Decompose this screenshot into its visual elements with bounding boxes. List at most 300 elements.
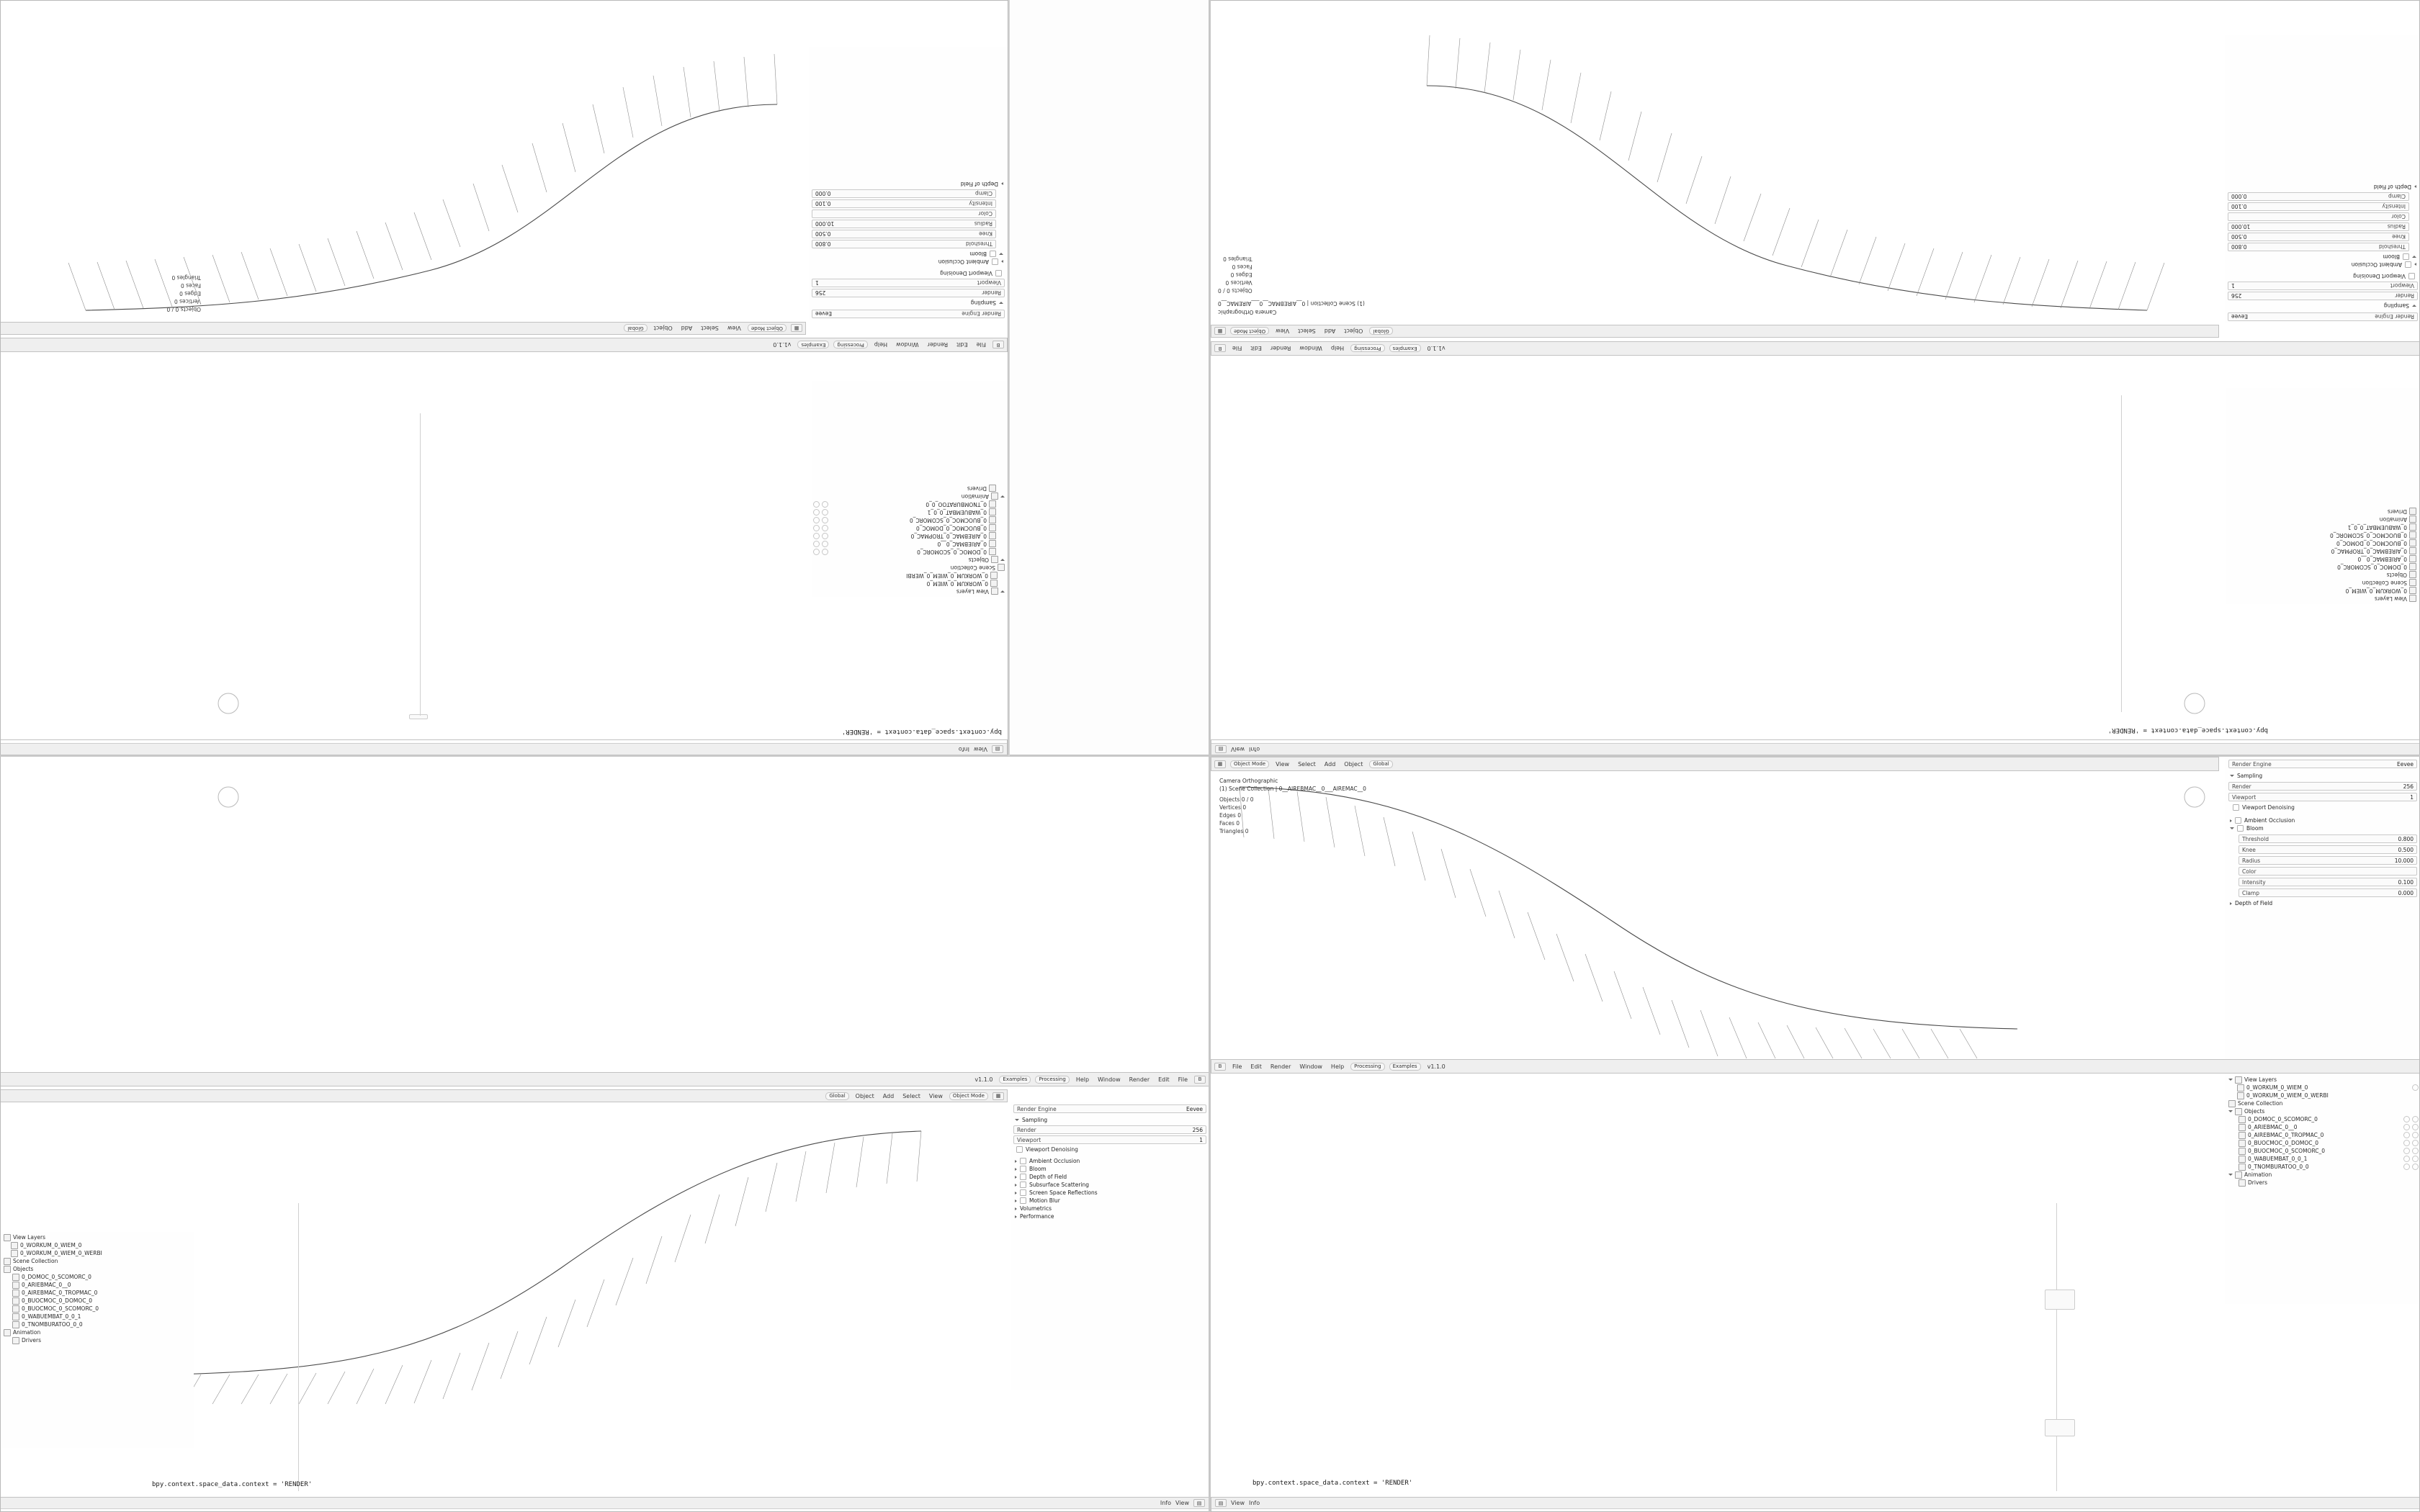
checkbox-icon[interactable] bbox=[1020, 1166, 1026, 1172]
navigation-gizmo[interactable] bbox=[2182, 785, 2207, 809]
disclosure-icon[interactable] bbox=[1015, 1119, 1019, 1121]
panel-performance[interactable] bbox=[1013, 1212, 1206, 1220]
outliner-row[interactable] bbox=[2228, 571, 2418, 579]
outliner-row[interactable] bbox=[2, 1328, 192, 1336]
outliner-row[interactable] bbox=[2, 1233, 192, 1241]
field-label: Knee bbox=[2242, 846, 2256, 853]
outliner-row[interactable] bbox=[813, 580, 1006, 588]
viewport-denoising-row[interactable] bbox=[812, 270, 1002, 276]
workspace-tab-processing[interactable]: Processing bbox=[833, 341, 867, 349]
editor-type-icon[interactable]: ▦ bbox=[1214, 760, 1226, 768]
workspace-tab-processing[interactable]: Processing bbox=[1035, 1076, 1069, 1084]
checkbox-icon[interactable] bbox=[992, 258, 998, 265]
menu-view[interactable]: View bbox=[928, 1092, 943, 1099]
render-engine-field[interactable] bbox=[2228, 760, 2417, 768]
panel-bloom[interactable] bbox=[812, 250, 1005, 258]
panel-volumetrics[interactable] bbox=[1013, 1205, 1206, 1212]
menu-add[interactable]: Add bbox=[681, 325, 693, 332]
menu-view[interactable]: View bbox=[1276, 760, 1290, 768]
menu-edit[interactable]: Edit bbox=[956, 341, 968, 348]
sampling-title: Sampling bbox=[970, 300, 996, 306]
disclosure-icon[interactable] bbox=[1015, 1184, 1017, 1187]
outliner-row[interactable] bbox=[2, 1257, 192, 1265]
stat-label: Vertices bbox=[1219, 804, 1241, 811]
panel-label: Bloom bbox=[2383, 253, 2400, 260]
outliner-row[interactable] bbox=[2, 1313, 192, 1320]
checkbox-icon[interactable] bbox=[1020, 1158, 1026, 1164]
bloom-clamp[interactable] bbox=[812, 189, 996, 198]
menu-view[interactable]: View bbox=[727, 325, 741, 332]
outliner-row[interactable] bbox=[813, 508, 1006, 516]
checkbox-icon[interactable] bbox=[2237, 825, 2244, 832]
menu-object[interactable]: Object bbox=[653, 325, 673, 332]
panel-motion-blur[interactable] bbox=[1013, 1197, 1206, 1205]
outliner-row[interactable] bbox=[813, 500, 1006, 508]
visibility-toggles[interactable] bbox=[2403, 1164, 2419, 1170]
workspace-tab-examples[interactable]: Examples bbox=[1389, 1063, 1421, 1071]
panel-ambient-occlusion[interactable] bbox=[2228, 816, 2417, 824]
sampling-viewport-field[interactable] bbox=[1013, 1135, 1206, 1144]
menu-view[interactable]: View bbox=[1276, 328, 1290, 335]
viewport-denoising-row[interactable] bbox=[1016, 1146, 1206, 1153]
camera-icon bbox=[2409, 556, 2416, 563]
bloom-clamp[interactable] bbox=[2238, 888, 2417, 897]
menu-info[interactable]: Info bbox=[1248, 746, 1260, 752]
outliner-label: 0_BUOCMOC_0_DOMOC_0 bbox=[2248, 1140, 2318, 1146]
bloom-threshold[interactable] bbox=[812, 240, 996, 248]
panel-ambient-occlusion[interactable] bbox=[2228, 261, 2418, 269]
outliner-label: View Layers bbox=[956, 588, 989, 595]
menu-file[interactable]: File bbox=[1178, 1076, 1188, 1083]
viewport-denoising-row[interactable] bbox=[2228, 273, 2415, 279]
outliner-row[interactable] bbox=[2228, 539, 2418, 547]
outliner-label: 0_BUOCMOC_0_SCOMORC_0 bbox=[909, 517, 987, 523]
outliner-row[interactable] bbox=[2, 1320, 192, 1328]
visibility-toggles[interactable] bbox=[813, 549, 828, 555]
menu-object[interactable]: Object bbox=[855, 1092, 874, 1099]
sampling-render-field[interactable] bbox=[812, 289, 1005, 297]
outliner-row[interactable] bbox=[2, 1289, 192, 1297]
bloom-intensity[interactable] bbox=[2228, 202, 2409, 211]
menu-select[interactable]: Select bbox=[701, 325, 719, 332]
mode-selector[interactable]: Object Mode bbox=[1230, 760, 1269, 768]
python-console-line: bpy.context.space_data.context = 'RENDER' bbox=[2107, 726, 2268, 734]
outliner-row[interactable] bbox=[2227, 1147, 2419, 1155]
panel-label: Subsurface Scattering bbox=[1029, 1182, 1090, 1188]
menu-view[interactable]: View bbox=[974, 746, 987, 752]
outliner-row[interactable] bbox=[813, 548, 1006, 556]
viewlayer-icon bbox=[2237, 1084, 2244, 1092]
disclosure-icon[interactable] bbox=[1015, 1192, 1017, 1194]
disclosure-icon[interactable] bbox=[1015, 1160, 1017, 1163]
transform-orientation[interactable]: Global bbox=[1369, 760, 1392, 768]
menu-help[interactable]: Help bbox=[1075, 1076, 1090, 1083]
disclosure-icon[interactable] bbox=[2412, 256, 2416, 258]
outliner-label: 0_BUOCMOC_0_DOMOC_0 bbox=[916, 525, 987, 531]
bloom-knee[interactable] bbox=[812, 230, 996, 238]
menu-render[interactable]: Render bbox=[1270, 345, 1291, 352]
mode-selector[interactable]: Object Mode bbox=[748, 325, 786, 333]
bloom-knee[interactable] bbox=[2228, 233, 2409, 241]
outliner-row[interactable] bbox=[813, 492, 1006, 500]
outliner-row[interactable] bbox=[2228, 579, 2418, 587]
menu-window[interactable]: Window bbox=[1299, 345, 1322, 352]
outliner-row[interactable] bbox=[2227, 1179, 2419, 1187]
panel-ambient-occlusion[interactable] bbox=[812, 258, 1005, 266]
sampling-section[interactable] bbox=[2228, 302, 2418, 310]
field-value: 0.800 bbox=[2231, 243, 2247, 251]
editor-type-icon[interactable]: ▤ bbox=[1215, 745, 1227, 753]
stat-label: Edges bbox=[1235, 271, 1252, 278]
quadrant-divider-left[interactable] bbox=[1008, 0, 1010, 756]
visibility-toggles[interactable] bbox=[2412, 1084, 2419, 1091]
outliner-row[interactable] bbox=[2227, 1084, 2419, 1092]
panel-depth-of-field[interactable] bbox=[2228, 183, 2418, 191]
sampling-render-field[interactable] bbox=[1013, 1125, 1206, 1134]
transform-orientation[interactable]: Global bbox=[624, 325, 647, 333]
panel-depth-of-field[interactable] bbox=[2228, 899, 2417, 907]
bloom-color[interactable] bbox=[2238, 867, 2417, 876]
outliner-label: 0_TNOMBURATOO_0_0 bbox=[2248, 1164, 2309, 1170]
checkbox-icon[interactable] bbox=[1020, 1197, 1026, 1204]
checkbox-icon[interactable] bbox=[2403, 253, 2409, 260]
disclosure-icon[interactable] bbox=[1015, 1207, 1017, 1210]
outliner-row[interactable] bbox=[2228, 595, 2418, 603]
blender-logo-icon[interactable]: B bbox=[1214, 345, 1226, 353]
transform-orientation[interactable]: Global bbox=[1369, 328, 1392, 336]
navigation-gizmo[interactable] bbox=[2182, 691, 2207, 716]
menu-select[interactable]: Select bbox=[1298, 328, 1316, 335]
workspace-tab-examples[interactable]: Examples bbox=[1389, 345, 1421, 353]
outliner-row[interactable] bbox=[2227, 1092, 2419, 1099]
menu-add[interactable]: Add bbox=[882, 1092, 895, 1099]
panel-label: Bloom bbox=[2246, 825, 2264, 832]
disclosure-icon[interactable] bbox=[2230, 827, 2234, 829]
visibility-toggles[interactable] bbox=[2403, 1156, 2419, 1162]
visibility-toggles[interactable] bbox=[813, 541, 828, 547]
checkbox-icon[interactable] bbox=[2408, 273, 2415, 279]
outliner-row[interactable] bbox=[2, 1297, 192, 1305]
outliner-row[interactable] bbox=[813, 540, 1006, 548]
workspace-tab-processing[interactable]: Processing bbox=[1350, 345, 1384, 353]
disclosure-icon[interactable] bbox=[2230, 819, 2232, 822]
panel-depth-of-field[interactable] bbox=[812, 180, 1005, 188]
sampling-viewport-field[interactable] bbox=[812, 279, 1005, 287]
quadrant-divider-horizontal[interactable] bbox=[0, 755, 2420, 757]
outliner-row[interactable] bbox=[2, 1249, 192, 1257]
outliner-row[interactable] bbox=[2227, 1171, 2419, 1179]
panel-bloom[interactable] bbox=[2228, 253, 2418, 261]
menu-edit[interactable]: Edit bbox=[1250, 345, 1262, 352]
outliner-row[interactable] bbox=[2227, 1123, 2419, 1131]
bloom-color[interactable] bbox=[812, 210, 996, 218]
bloom-clamp[interactable] bbox=[2228, 192, 2409, 201]
viewport-denoising-label: Viewport Denoising bbox=[2353, 273, 2406, 279]
disclosure-icon[interactable] bbox=[2228, 1174, 2233, 1176]
field-value: 0.800 bbox=[815, 240, 831, 248]
menu-select[interactable]: Select bbox=[902, 1092, 920, 1099]
disclosure-icon[interactable] bbox=[1000, 495, 1005, 498]
sampling-viewport-value: 1 bbox=[815, 279, 819, 287]
outliner-row[interactable] bbox=[2227, 1107, 2419, 1115]
menu-help[interactable]: Help bbox=[1330, 345, 1345, 352]
outliner-row[interactable] bbox=[2227, 1099, 2419, 1107]
outliner-row[interactable] bbox=[2228, 523, 2418, 531]
field-label: Threshold bbox=[2242, 835, 2269, 842]
field-value: 0.500 bbox=[2231, 233, 2247, 240]
disclosure-icon[interactable] bbox=[1001, 183, 1003, 186]
checkbox-icon[interactable] bbox=[1020, 1174, 1026, 1180]
bloom-knee[interactable] bbox=[2238, 845, 2417, 854]
outliner-label: 0_BUOCMOC_0_SCOMORC_0 bbox=[2329, 532, 2407, 539]
menu-render[interactable]: Render bbox=[1129, 1076, 1150, 1083]
disclosure-icon[interactable] bbox=[2230, 775, 2234, 777]
disclosure-icon[interactable] bbox=[2228, 1110, 2233, 1112]
bloom-radius[interactable] bbox=[2238, 856, 2417, 865]
blender-logo-icon[interactable]: B bbox=[1194, 1076, 1206, 1084]
outliner-row[interactable] bbox=[2, 1241, 192, 1249]
editor-type-icon[interactable]: ▤ bbox=[1215, 1499, 1227, 1507]
menu-file[interactable]: File bbox=[1232, 345, 1242, 352]
menu-window[interactable]: Window bbox=[1299, 1063, 1322, 1070]
outliner-row[interactable] bbox=[2227, 1131, 2419, 1139]
checkbox-icon[interactable] bbox=[2233, 804, 2239, 811]
stat-value: 0 bbox=[1223, 256, 1227, 262]
bloom-threshold[interactable] bbox=[2228, 243, 2409, 251]
menu-render[interactable]: Render bbox=[1270, 1063, 1291, 1070]
disclosure-icon[interactable] bbox=[999, 302, 1003, 304]
sampling-render-field[interactable] bbox=[2228, 292, 2418, 300]
outliner-row[interactable] bbox=[2, 1281, 192, 1289]
panel-screen-space-reflections[interactable] bbox=[1013, 1189, 1206, 1197]
info-editor-bl bbox=[0, 1497, 1209, 1512]
python-console-line: bpy.context.space_data.context = 'RENDER' bbox=[841, 728, 1002, 735]
checkbox-icon[interactable] bbox=[2235, 817, 2241, 824]
checkbox-icon[interactable] bbox=[1020, 1182, 1026, 1188]
visibility-toggles[interactable] bbox=[813, 517, 828, 523]
mesh-icon bbox=[989, 509, 996, 516]
stat-label: Faces bbox=[186, 282, 201, 289]
render-engine-field[interactable] bbox=[812, 310, 1005, 318]
panel-bloom[interactable] bbox=[2228, 824, 2417, 832]
bloom-intensity[interactable] bbox=[2238, 878, 2417, 886]
editor-type-icon[interactable]: ▦ bbox=[1214, 328, 1226, 336]
navigation-gizmo[interactable] bbox=[216, 785, 241, 809]
disclosure-icon[interactable] bbox=[1015, 1200, 1017, 1202]
menu-edit[interactable]: Edit bbox=[1158, 1076, 1170, 1083]
navigation-gizmo[interactable] bbox=[216, 691, 241, 716]
bloom-color[interactable] bbox=[2228, 212, 2409, 221]
menu-render[interactable]: Render bbox=[927, 341, 949, 348]
outliner-label: Drivers bbox=[967, 485, 987, 492]
workspace-tab-examples[interactable]: Examples bbox=[797, 341, 829, 349]
disclosure-icon[interactable] bbox=[1001, 261, 1003, 264]
outliner-row[interactable] bbox=[813, 572, 1006, 580]
menu-help[interactable]: Help bbox=[874, 341, 888, 348]
sampling-render-field[interactable] bbox=[2228, 782, 2417, 791]
outliner-label: Objects bbox=[2244, 1108, 2265, 1115]
menu-view[interactable]: View bbox=[1231, 1500, 1245, 1506]
disclosure-icon[interactable] bbox=[1000, 559, 1005, 561]
visibility-toggles[interactable] bbox=[2403, 1148, 2419, 1154]
disclosure-icon[interactable] bbox=[2412, 305, 2416, 307]
checkbox-icon[interactable] bbox=[1016, 1146, 1023, 1153]
blender-logo-icon[interactable]: B bbox=[1214, 1063, 1226, 1071]
sampling-section[interactable] bbox=[812, 299, 1005, 307]
animation-icon bbox=[4, 1329, 11, 1336]
view3d-viewport-tr[interactable] bbox=[1211, 21, 2219, 323]
outliner-row[interactable] bbox=[2228, 516, 2418, 523]
outliner-row[interactable] bbox=[813, 556, 1006, 564]
outliner-label: 0_WORKUM_0_WIEM_0_WERBI bbox=[2246, 1092, 2329, 1099]
mode-selector[interactable]: Object Mode bbox=[1230, 328, 1269, 336]
disclosure-icon[interactable] bbox=[1000, 590, 1005, 593]
editor-type-icon[interactable]: ▦ bbox=[791, 325, 802, 333]
node-item[interactable] bbox=[2045, 1290, 2075, 1310]
outliner-row[interactable] bbox=[2228, 508, 2418, 516]
disclosure-icon[interactable] bbox=[2414, 264, 2416, 266]
panel-depth-of-field[interactable] bbox=[1013, 1173, 1206, 1181]
editor-type-icon[interactable]: ▤ bbox=[1193, 1499, 1205, 1507]
stat-value: 0 / 0 bbox=[166, 306, 179, 312]
workspace-tab-processing[interactable]: Processing bbox=[1350, 1063, 1384, 1071]
menu-info[interactable]: Info bbox=[1160, 1500, 1172, 1506]
panel-ambient-occlusion[interactable] bbox=[1013, 1157, 1206, 1165]
menu-add[interactable]: Add bbox=[1324, 328, 1336, 335]
outliner-row[interactable] bbox=[2, 1273, 192, 1281]
outliner-row[interactable] bbox=[2227, 1139, 2419, 1147]
visibility-toggles[interactable] bbox=[813, 525, 828, 531]
outliner-row[interactable] bbox=[2, 1336, 192, 1344]
field-label: Color bbox=[978, 210, 992, 217]
editor-type-icon[interactable]: ▤ bbox=[992, 745, 1003, 753]
disclosure-icon[interactable] bbox=[1015, 1215, 1017, 1218]
outliner-row[interactable] bbox=[813, 485, 1006, 492]
editor-type-icon[interactable]: ▦ bbox=[992, 1092, 1004, 1100]
bloom-radius[interactable] bbox=[2228, 222, 2409, 231]
outliner-row[interactable] bbox=[2, 1305, 192, 1313]
stat-value: 0 bbox=[1236, 820, 1240, 827]
panel-subsurface-scattering[interactable] bbox=[1013, 1181, 1206, 1189]
visibility-toggles[interactable] bbox=[2403, 1124, 2419, 1130]
info-header bbox=[0, 743, 1007, 755]
menu-add[interactable]: Add bbox=[1324, 760, 1336, 768]
disclosure-icon[interactable] bbox=[2228, 1079, 2233, 1081]
sampling-viewport-field[interactable] bbox=[2228, 793, 2417, 801]
workspace-tab-examples[interactable]: Examples bbox=[999, 1076, 1031, 1084]
menu-file[interactable]: File bbox=[976, 341, 986, 348]
panel-bloom[interactable] bbox=[1013, 1165, 1206, 1173]
outliner-label: 0_WABUEMBAT_0_0_1 bbox=[2248, 1156, 2308, 1162]
outliner-row[interactable] bbox=[813, 564, 1006, 572]
outliner-row[interactable] bbox=[2227, 1076, 2419, 1084]
visibility-toggles[interactable] bbox=[813, 509, 828, 516]
viewlayer-icon bbox=[2237, 1092, 2244, 1099]
stat-value: 0 bbox=[174, 298, 178, 305]
bloom-radius[interactable] bbox=[812, 220, 996, 228]
viewport-denoising-row[interactable] bbox=[2233, 804, 2417, 811]
disclosure-icon[interactable] bbox=[2414, 186, 2416, 189]
menu-file[interactable]: File bbox=[1232, 1063, 1242, 1070]
visibility-toggles[interactable] bbox=[813, 501, 828, 508]
menu-view[interactable]: View bbox=[1175, 1500, 1189, 1506]
bloom-threshold[interactable] bbox=[2238, 834, 2417, 843]
menu-window[interactable]: Window bbox=[896, 341, 919, 348]
mesh-icon bbox=[12, 1297, 19, 1305]
menu-help[interactable]: Help bbox=[1330, 1063, 1345, 1070]
render-engine-field[interactable] bbox=[1013, 1104, 1206, 1113]
outliner-row[interactable] bbox=[813, 516, 1006, 524]
panel-label: Performance bbox=[1020, 1213, 1054, 1220]
disclosure-icon[interactable] bbox=[2230, 902, 2232, 905]
outliner-row[interactable] bbox=[2227, 1155, 2419, 1163]
menu-select[interactable]: Select bbox=[1298, 760, 1316, 768]
disclosure-icon[interactable] bbox=[1015, 1168, 1017, 1171]
visibility-toggles[interactable] bbox=[2403, 1132, 2419, 1138]
render-engine-field[interactable] bbox=[2228, 312, 2418, 321]
outliner-row[interactable] bbox=[813, 524, 1006, 532]
transform-orientation[interactable]: Global bbox=[825, 1092, 848, 1100]
outliner-row[interactable] bbox=[2228, 555, 2418, 563]
sampling-section[interactable] bbox=[1013, 1116, 1206, 1124]
mesh-icon bbox=[2409, 540, 2416, 547]
outliner-row[interactable] bbox=[2, 1265, 192, 1273]
collection-icon bbox=[2228, 1100, 2236, 1107]
blender-logo-icon[interactable]: B bbox=[992, 341, 1004, 349]
outliner-row[interactable] bbox=[2228, 547, 2418, 555]
outliner-label: 0_WABUEMBAT_0_0_1 bbox=[927, 509, 987, 516]
mode-selector[interactable]: Object Mode bbox=[949, 1092, 988, 1100]
menu-view[interactable]: View bbox=[1231, 746, 1245, 752]
visibility-toggles[interactable] bbox=[2403, 1140, 2419, 1146]
outliner-row[interactable] bbox=[2227, 1163, 2419, 1171]
menu-window[interactable]: Window bbox=[1098, 1076, 1121, 1083]
outliner-row[interactable] bbox=[2228, 531, 2418, 539]
outliner-row[interactable] bbox=[2228, 563, 2418, 571]
camera-label: Camera Orthographic bbox=[1219, 778, 1278, 784]
camera-icon bbox=[989, 533, 996, 540]
menu-object[interactable]: Object bbox=[1344, 328, 1363, 335]
outliner-row[interactable] bbox=[813, 588, 1006, 595]
sampling-viewport-field[interactable] bbox=[2228, 282, 2418, 290]
checkbox-icon[interactable] bbox=[1020, 1189, 1026, 1196]
checkbox-icon[interactable] bbox=[990, 251, 996, 257]
menu-info[interactable]: Info bbox=[1248, 1500, 1260, 1506]
app-version: v1.1.0 bbox=[773, 341, 792, 348]
disclosure-icon[interactable] bbox=[1015, 1176, 1017, 1179]
visibility-toggles[interactable] bbox=[813, 533, 828, 539]
field-label: Knee bbox=[2392, 233, 2406, 240]
camera-label: Camera Orthographic bbox=[1218, 309, 1277, 315]
outliner-row[interactable] bbox=[2227, 1115, 2419, 1123]
disclosure-icon[interactable] bbox=[999, 253, 1003, 255]
outliner-label: View Layers bbox=[2375, 595, 2407, 602]
bloom-intensity[interactable] bbox=[812, 199, 996, 208]
outliner-label: Scene Collection bbox=[13, 1258, 58, 1264]
node-item[interactable] bbox=[2045, 1419, 2075, 1436]
sampling-section[interactable] bbox=[2228, 772, 2417, 780]
outliner-list bbox=[2226, 506, 2419, 604]
visibility-toggles[interactable] bbox=[2403, 1116, 2419, 1122]
outliner-row[interactable] bbox=[2228, 587, 2418, 595]
outliner-row[interactable] bbox=[813, 532, 1006, 540]
menu-info[interactable]: Info bbox=[958, 746, 970, 752]
checkbox-icon[interactable] bbox=[995, 270, 1002, 276]
view3d-viewport-tl[interactable] bbox=[0, 32, 806, 320]
menu-edit[interactable]: Edit bbox=[1250, 1063, 1262, 1070]
menu-object[interactable]: Object bbox=[1344, 760, 1363, 768]
checkbox-icon[interactable] bbox=[2405, 261, 2411, 268]
